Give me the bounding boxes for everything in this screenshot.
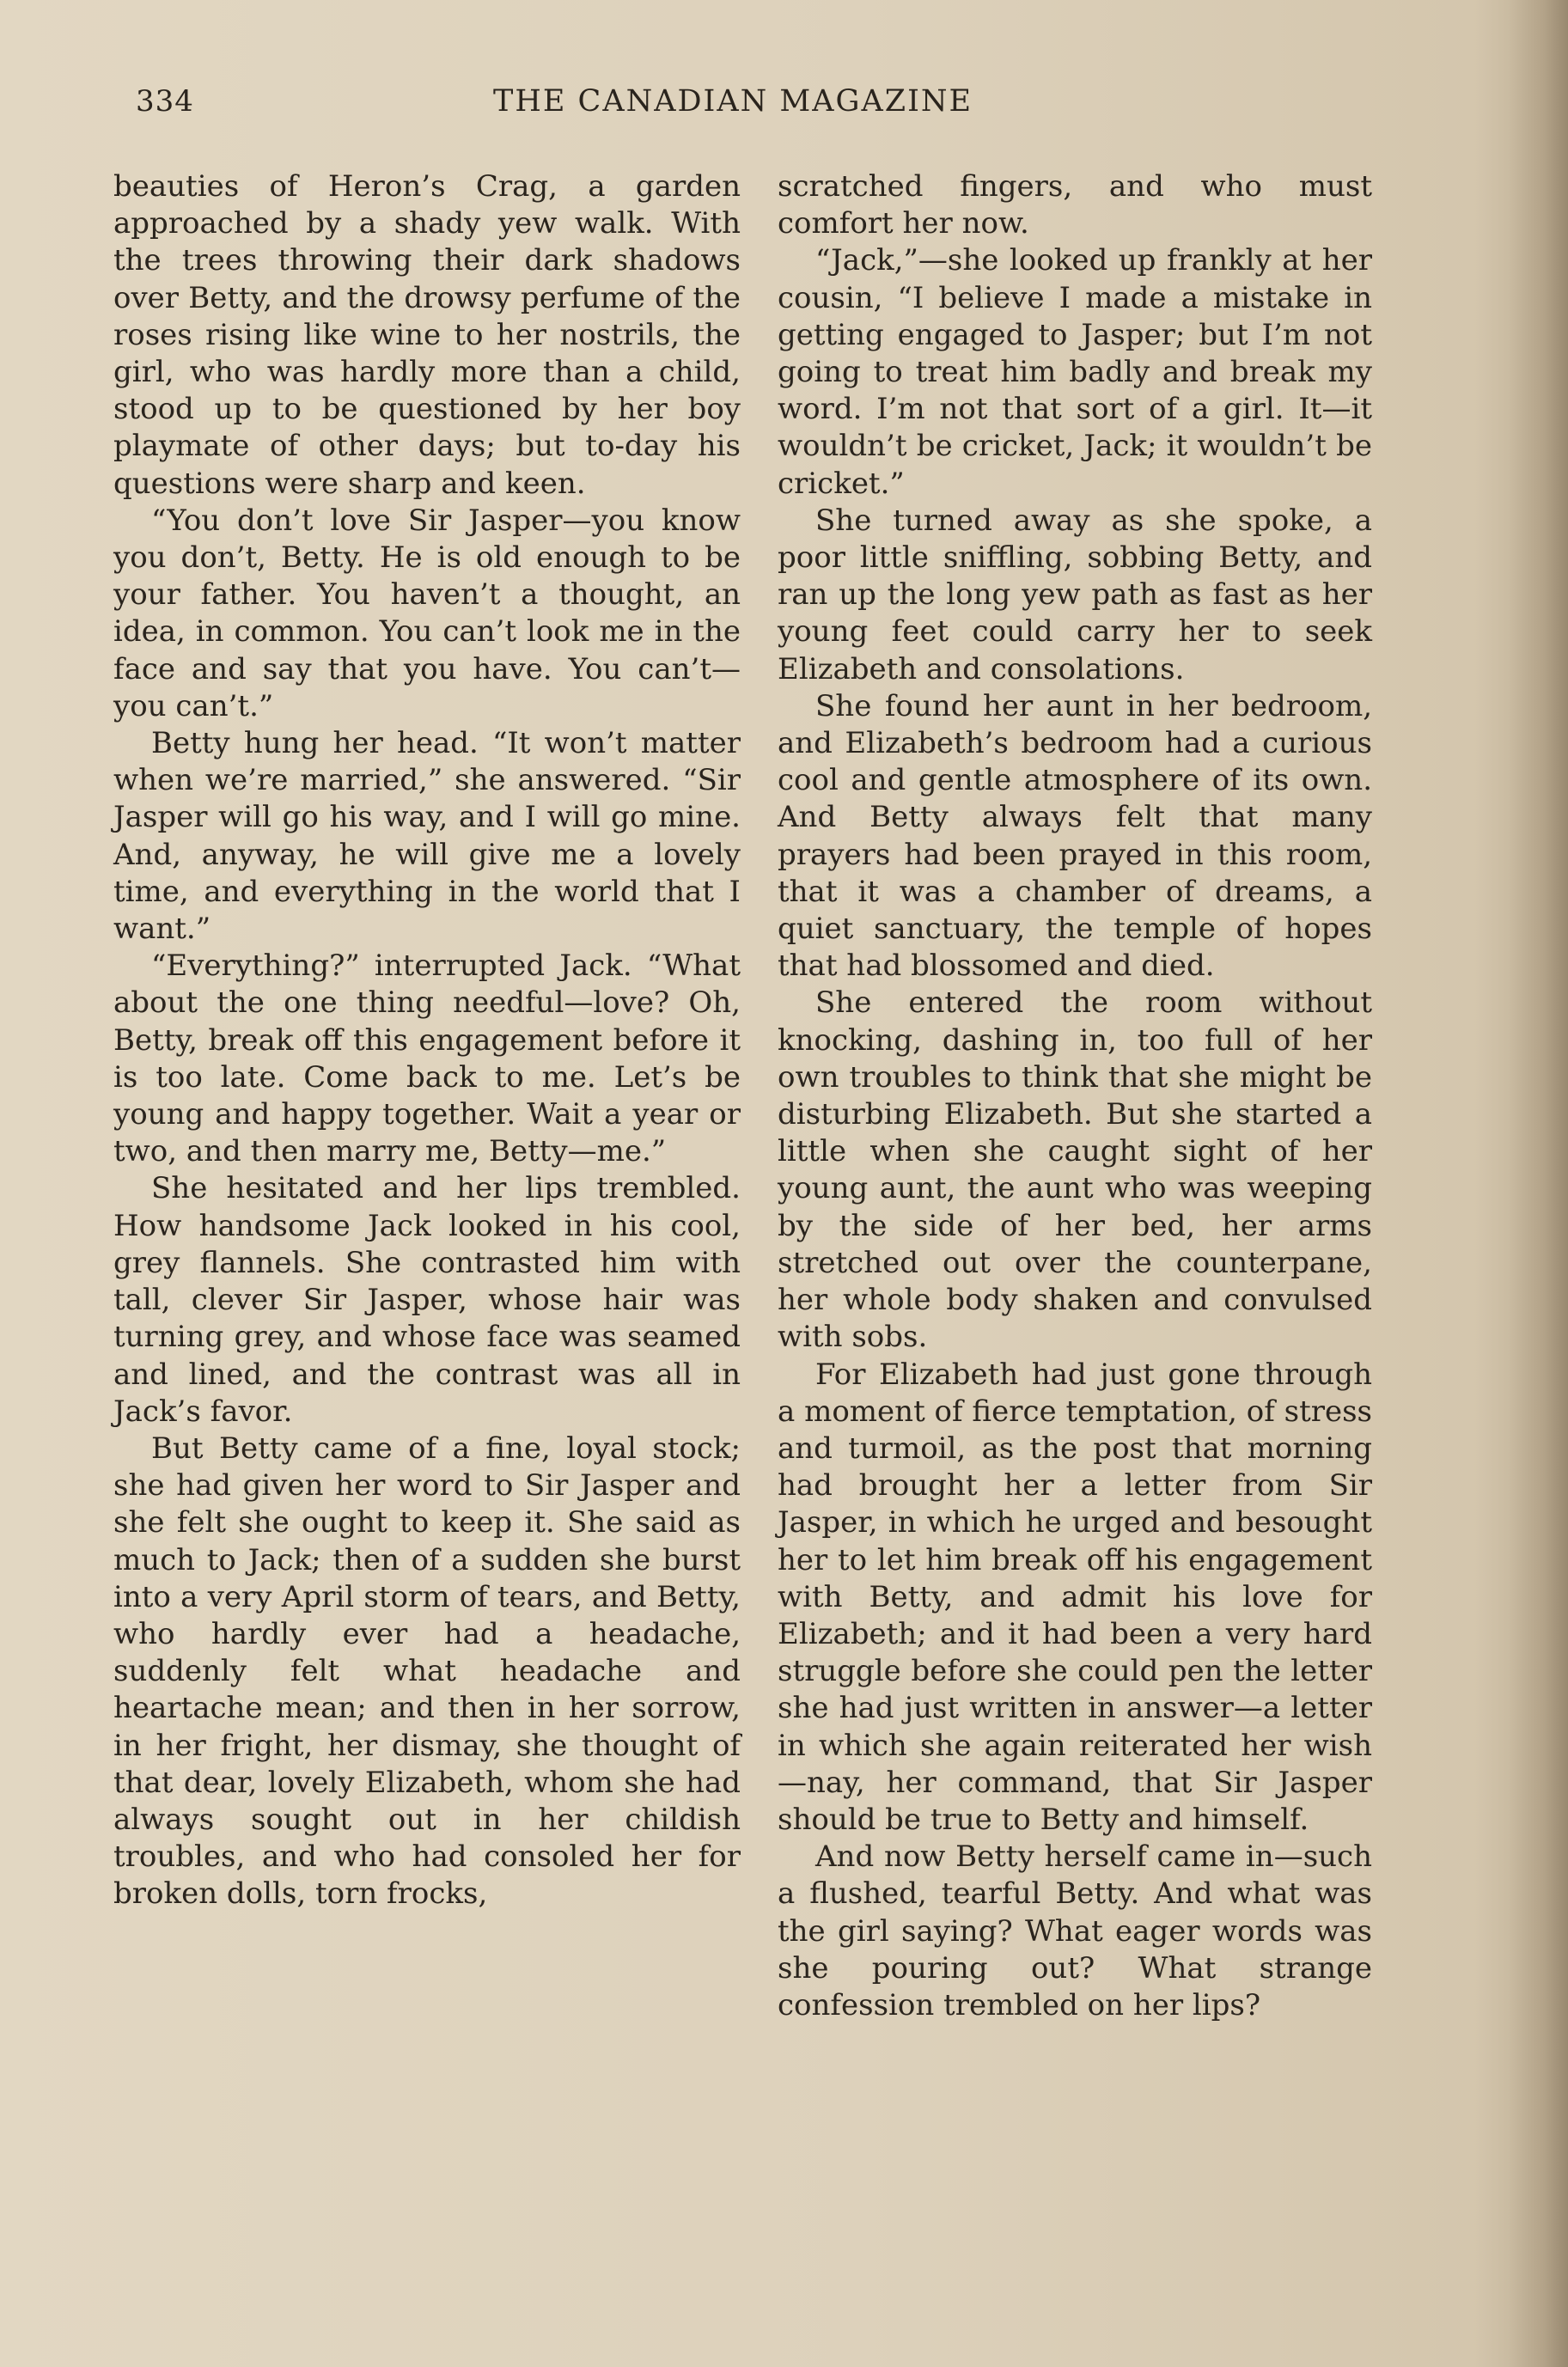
paragraph: And now Betty herself came in—such a flushed, tearful Betty. And what was the girl saying? What eager words was she pouring out? What strange confession trembled on her lips? xyxy=(778,1839,1372,2022)
paragraph: She turned away as she spoke, a poor little sniffling, sobbing Betty, and ran up the long yew path as fast as her young feet could carry her to seek Elizabeth and consolations. xyxy=(778,503,1372,686)
paragraph: “You don’t love Sir Jasper—you know you don’t, Betty. He is old enough to be your father. You haven’t a thought, an idea, in common. You can’t look me in the face and say that you have. You can’t—you can’t.” xyxy=(113,503,741,723)
paragraph: beauties of Heron’s Crag, a garden approached by a shady yew walk. With the trees throwing their dark shadows over Betty, and the drowsy perfume of the roses rising like wine to her nostrils, the girl, who was hardly more than a child, stood up to be questioned by her boy playmate of other days; but to-day his questions were sharp and keen. xyxy=(113,169,741,501)
paragraph: She found her aunt in her bedroom, and Elizabeth’s bedroom had a curious cool and gentle atmosphere of its own. And Betty always felt that many prayers had been prayed in this room, that it was a chamber of dreams, a quiet sanctuary, the temple of hopes that had blossomed and died. xyxy=(778,688,1372,984)
paragraph: She hesitated and her lips trembled. How handsome Jack looked in his cool, grey flannels. She contrasted him with tall, clever Sir Jasper, whose hair was turning grey, and whose face was seamed and lined, and the contrast was all in Jack’s favor. xyxy=(113,1171,741,1429)
paragraph: “Jack,”—she looked up frankly at her cousin, “I believe I made a mistake in getting engaged to Jasper; but I’m not going to treat him badly and break my word. I’m not that sort of a girl. It—it wouldn’t be cricket, Jack; it wouldn’t be cricket.” xyxy=(778,243,1372,501)
paragraph: Betty hung her head. “It won’t matter when we’re married,” she answered. “Sir Jasper will go his way, and I will go mine. And, anyway, he will give me a lovely time, and everything in the world that I want.” xyxy=(113,726,741,947)
right-column xyxy=(778,168,1372,2024)
paragraph: scratched fingers, and who must comfort her now. xyxy=(778,169,1372,241)
paragraph: For Elizabeth had just gone through a moment of fierce temptation, of stress and turmoil, as the post that morning had brought her a letter from Sir Jasper, in which he urged and besought her to let him break off his engagement with Betty, and admit his love for Elizabeth; and it had been a very hard struggle before she could pen the letter she had just written in answer—a letter in which she again reiterated her wish—nay, her command, that Sir Jasper should be true to Betty and himself. xyxy=(778,1357,1372,1837)
running-head: THE CANADIAN MAGAZINE xyxy=(493,84,973,119)
page-header xyxy=(0,84,1568,136)
left-column xyxy=(113,168,741,1913)
paragraph: But Betty came of a fine, loyal stock; she had given her word to Sir Jasper and she felt she ought to keep it. She said as much to Jack; then of a sudden she burst into a very April storm of tears, and Betty, who hardly ever had a headache, suddenly felt what headache and heartache mean; and then in her sorrow, in her fright, her dismay, she thought of that dear, lovely Elizabeth, whom she had always sought out in her childish troubles, and who had consoled her for broken dolls, torn frocks, xyxy=(113,1431,741,1912)
paragraph: “Everything?” interrupted Jack. “What about the one thing needful—love? Oh, Betty, break off this engagement before it is too late. Come back to me. Let’s be young and happy together. Wait a year or two, and then marry me, Betty—me.” xyxy=(113,949,741,1169)
paragraph: She entered the room without knocking, dashing in, too full of her own troubles to think that she might be disturbing Elizabeth. But she started a little when she caught sight of her young aunt, the aunt who was weeping by the side of her bed, her arms stretched out over the counterpane, her whole body shaken and convulsed with sobs. xyxy=(778,985,1372,1355)
page-number: 334 xyxy=(136,84,194,119)
page-edge-shadow xyxy=(1508,0,1568,2367)
